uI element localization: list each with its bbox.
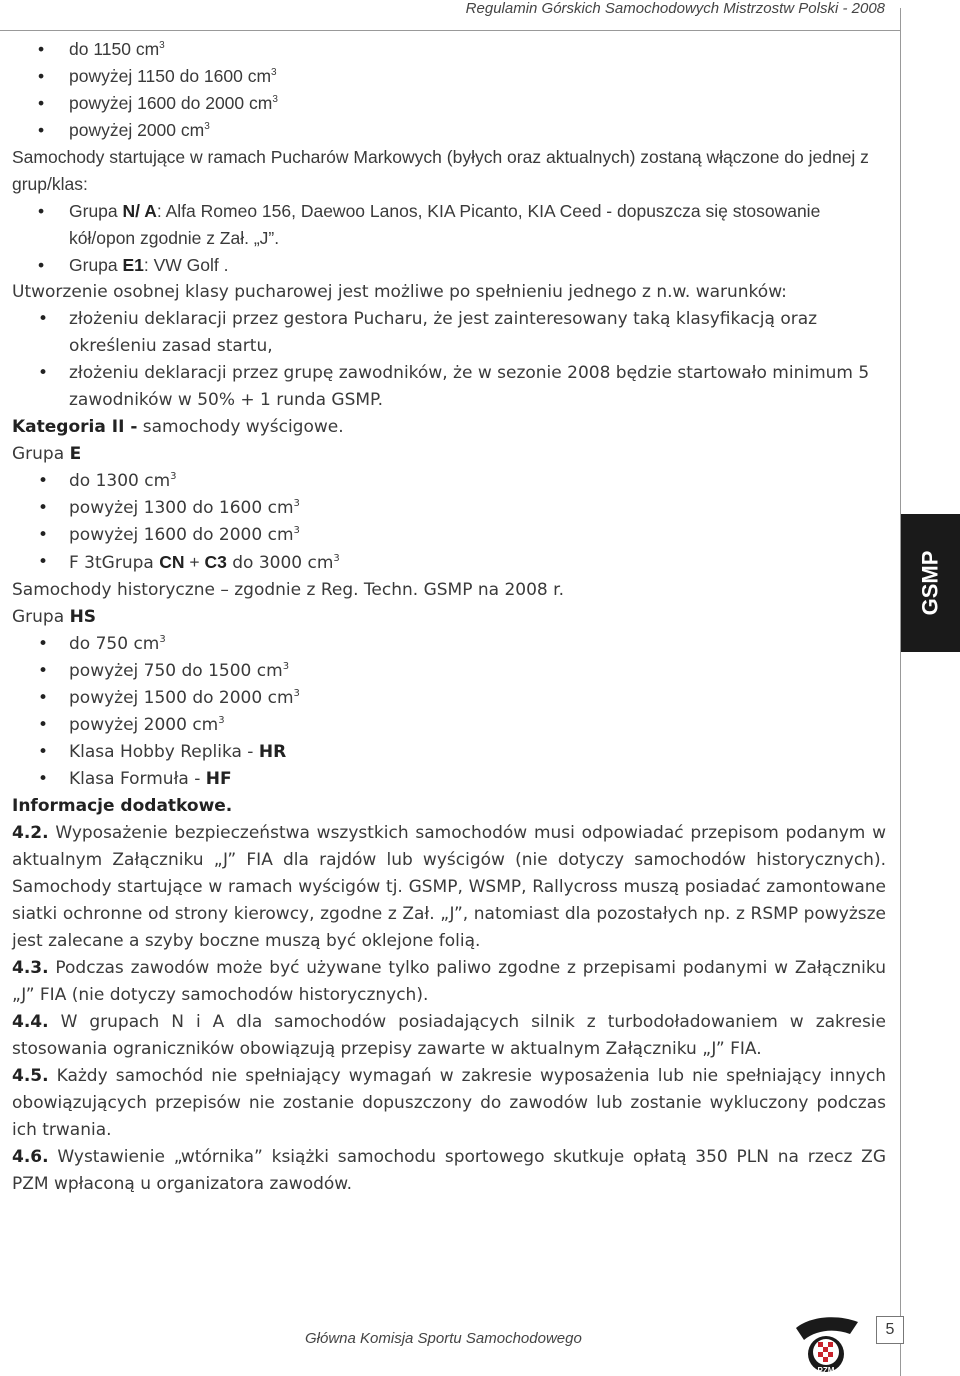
- section-tab: [901, 514, 960, 652]
- class-list-hs: [12, 631, 886, 793]
- section-4-4: 4.4. W grupach N i A dla samochodów posiadających silnik z turbodoładowaniem w zakresie stosowania ograniczników obowiązują przepisy zawarte w aktualnym Załączniku „J” FIA.: [12, 1012, 886, 1059]
- informacje-heading: Informacje dodatkowe.: [12, 796, 233, 816]
- list-item: • Grupa N/ A: Alfa Romeo 156, Daewoo Lanos, KIA Picanto, KIA Ceed - dopuszcza się stosowanie kół/opon zgodnie z Zał. „J”.: [12, 198, 886, 252]
- list-item: • powyżej 1150 do 1600 $cm^3$: [12, 63, 886, 90]
- list-item: • złożeniu deklaracji przez gestora Pucharu, że jest zainteresowany taką klasyfikacją oraz określeniu zasad startu,: [12, 306, 886, 360]
- class-list-e: [12, 468, 886, 577]
- group-hs-heading: Grupa HS: [12, 607, 97, 627]
- running-header: Regulamin Górskich Samochodowych Mistrzostw Polski - 2008: [465, 0, 885, 17]
- logo-text: PZM: [817, 1366, 835, 1375]
- class-list-n: [12, 36, 886, 144]
- list-item: • powyżej 2000 $cm^3$: [12, 712, 886, 739]
- page-number: 5: [876, 1316, 904, 1344]
- category-heading: Kategoria II - samochody wyścigowe.: [12, 417, 344, 437]
- list-item: • do 1300 $cm^3$: [12, 468, 886, 495]
- section-4-5: 4.5. Każdy samochód nie spełniający wymagań w zakresie wyposażenia lub nie spełniający innych obowiązujących przepisów nie zostanie dopuszczony do zawodów lub zostanie wykluczony podczas ich trwania.: [12, 1066, 886, 1140]
- section-4-2: 4.2. Wyposażenie bezpieczeństwa wszystkich samochodów musi odpowiadać przepisom podanym w aktualnym Załączniku „J” FIA dla rajdów lub wyścigów (nie dotyczy samochodów historycznych). Samochody startujące w ramach wyścigów tj. GSMP, WSMP, Rallycross muszą posiadać zamontowane siatki ochronne od strony kierowcy, zgodne z Zał. „J”, natomiast dla pozostałych np. z RSMP powyższe jest zalecane a szyby boczne muszą być oklejone folią.: [12, 823, 886, 951]
- list-item: • Klasa Formuła - HF: [12, 766, 886, 793]
- section-4-6: 4.6. Wystawienie „wtórnika” książki samochodu sportowego skutkuje opłatą 350 PLN na rzecz ZG PZM wpłaconą u organizatora zawodów.: [12, 1147, 886, 1194]
- header-rule: [0, 30, 900, 31]
- utworzenie-paragraph: Utworzenie osobnej klasy pucharowej jest możliwe po spełnieniu jednego z n.w. warunków:: [12, 282, 787, 302]
- historyczne-line: Samochody historyczne – zgodnie z Reg. Techn. GSMP na 2008 r.: [12, 580, 564, 600]
- markowe-groups: [12, 198, 886, 279]
- list-item: • powyżej 1300 do 1600 $cm^3$: [12, 495, 886, 522]
- section-4-3: 4.3. Podczas zawodów może być używane tylko paliwo zgodne z przepisami podanymi w Załączniku „J” FIA (nie dotyczy samochodów historycznych).: [12, 958, 886, 1005]
- list-item: • powyżej 1600 do 2000 $cm^3$: [12, 90, 886, 117]
- list-item: • powyżej 2000 $cm^3$: [12, 117, 886, 144]
- list-item: • Klasa Hobby Replika - HR: [12, 739, 886, 766]
- list-item: • złożeniu deklaracji przez grupę zawodników, że w sezonie 2008 będzie startowało minimum 5 zawodników w 50% + 1 runda GSMP.: [12, 360, 886, 414]
- margin-rule: [900, 8, 901, 1376]
- list-item: • Grupa E1: VW Golf .: [12, 252, 886, 279]
- markowe-intro: Samochody startujące w ramach Pucharów Markowych (byłych oraz aktualnych) zostaną włączone do jednej z grup/klas:: [12, 147, 869, 194]
- page-content: [12, 36, 886, 1198]
- list-item: • powyżej 750 do 1500 $cm^3$: [12, 658, 886, 685]
- group-e-heading: Grupa E: [12, 444, 82, 464]
- conditions-list: [12, 306, 886, 414]
- section-tab-label: GSMP: [917, 550, 943, 616]
- list-item: • F 3tGrupa CN + C3 do 3000 $cm^3$: [12, 549, 886, 577]
- list-item: • do 1150 $cm^3$: [12, 36, 886, 63]
- pzm-logo-icon: [788, 1314, 862, 1376]
- list-item: • powyżej 1500 do 2000 $cm^3$: [12, 685, 886, 712]
- list-item: • powyżej 1600 do 2000 $cm^3$: [12, 522, 886, 549]
- list-item: • do 750 $cm^3$: [12, 631, 886, 658]
- footer-text: Główna Komisja Sportu Samochodowego: [305, 1330, 582, 1347]
